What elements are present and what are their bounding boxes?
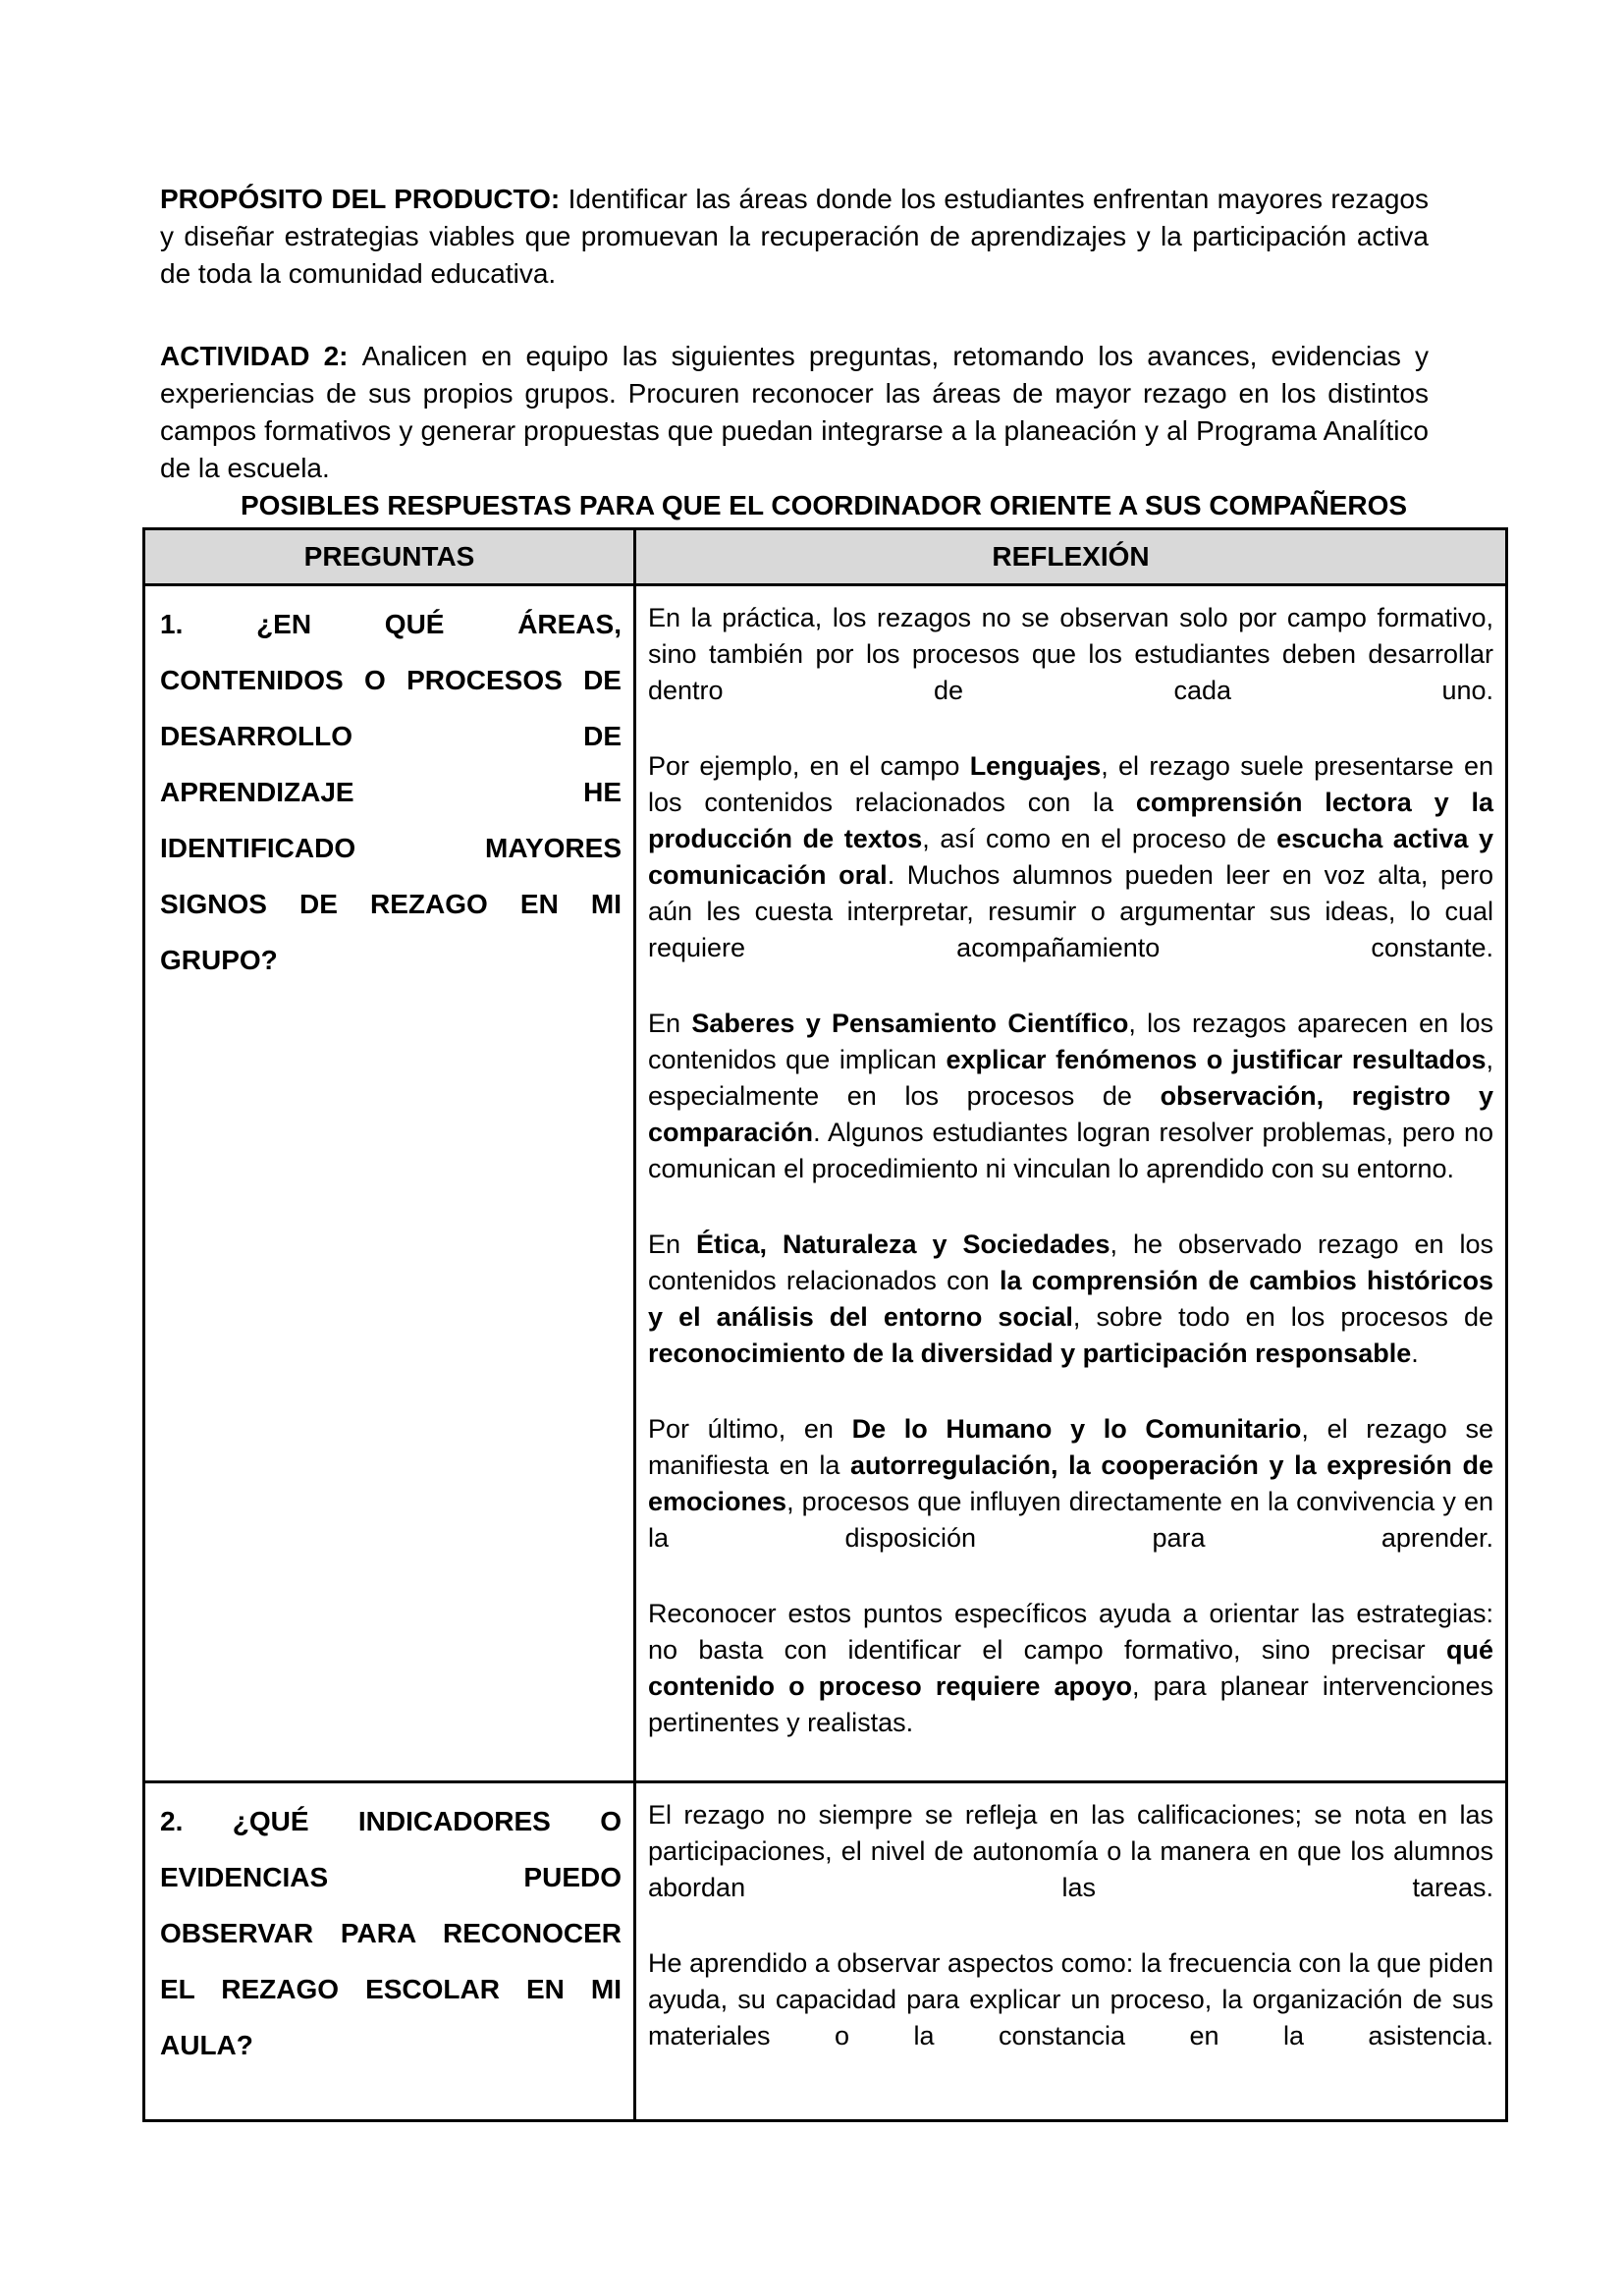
- column-header-reflexion: REFLEXIÓN: [635, 529, 1507, 585]
- column-header-preguntas: PREGUNTAS: [144, 529, 635, 585]
- question-line: IDENTIFICADO MAYORES: [160, 833, 622, 863]
- question-cell-2: [144, 1782, 635, 2121]
- paragraph: En Ética, Naturaleza y Sociedades, he observado rezago en los contenidos relacionados con la comprensión de cambios históricos y el análisis del entorno social, sobre todo en los procesos de reconocimiento de la diversidad y participación responsable.: [648, 1230, 1493, 1368]
- paragraph: En Saberes y Pensamiento Científico, los rezagos aparecen en los contenidos que implican explicar fenómenos o justificar resultados, especialmente en los procesos de observación, registro y comparación. Algunos estudiantes logran resolver problemas, pero no comunican el procedimiento ni vinculan lo aprendido con su entorno.: [648, 1009, 1493, 1183]
- question-line: 1. ¿EN QUÉ ÁREAS,: [160, 609, 622, 639]
- question-line: CONTENIDOS O PROCESOS DE: [160, 665, 622, 695]
- table-title: POSIBLES RESPUESTAS PARA QUE EL COORDINADOR ORIENTE A SUS COMPAÑEROS: [240, 490, 1408, 520]
- question-line: OBSERVAR PARA RECONOCER: [160, 1918, 622, 1948]
- question-cell-1: [144, 585, 635, 1782]
- preguntas-reflexion-table: [142, 527, 1508, 2122]
- paragraph: En la práctica, los rezagos no se observan solo por campo formativo, sino también por los procesos que los estudiantes deben desarrollar dentro de cada uno.: [648, 603, 1493, 705]
- paragraph: PROPÓSITO DEL PRODUCTO: Identificar las áreas donde los estudiantes enfrentan mayores rezagos y diseñar estrategias viables que promuevan la recuperación de aprendizajes y la participación activa de toda la comunidad educativa.: [160, 184, 1429, 289]
- paragraph: Reconocer estos puntos específicos ayuda a orientar las estrategias: no basta con identificar el campo formativo, sino precisar qué contenido o proceso requiere apoyo, para planear intervenciones pertinentes y realistas.: [648, 1599, 1493, 1737]
- question-line: EL REZAGO ESCOLAR EN MI: [160, 1974, 622, 2004]
- intro-section: [160, 181, 1429, 487]
- question-line: AULA?: [160, 2030, 253, 2060]
- paragraph: ACTIVIDAD 2: Analicen en equipo las siguientes preguntas, retomando los avances, evidencias y experiencias de sus propios grupos. Procuren reconocer las áreas de mayor rezago en los distintos campos formativos y generar propuestas que puedan integrarse a la planeación y al Programa Analítico de la escuela.: [160, 341, 1429, 483]
- question-line: DESARROLLO DE: [160, 721, 622, 751]
- paragraph: Por ejemplo, en el campo Lenguajes, el rezago suele presentarse en los contenidos relacionados con la comprensión lectora y la producción de textos, así como en el proceso de escucha activa y comunicación oral. Muchos alumnos pueden leer en voz alta, pero aún les cuesta interpretar, resumir o argumentar sus ideas, lo cual requiere acompañamiento constante.: [648, 751, 1493, 962]
- paragraph: He aprendido a observar aspectos como: la frecuencia con la que piden ayuda, su capacidad para explicar un proceso, la organización de sus materiales o la constancia en la asistencia.: [648, 1948, 1493, 2050]
- question-line: EVIDENCIAS PUEDO: [160, 1862, 622, 1892]
- paragraph: Por último, en De lo Humano y lo Comunitario, el rezago se manifiesta en la autorregulación, la cooperación y la expresión de emociones, procesos que influyen directamente en la convivencia y en la disposición para aprender.: [648, 1414, 1494, 1553]
- reflection-cell-1: [635, 585, 1507, 1782]
- question-line: GRUPO?: [160, 945, 278, 975]
- paragraph: El rezago no siempre se refleja en las calificaciones; se nota en las participaciones, el nivel de autonomía o la manera en que los alumnos abordan las tareas.: [648, 1800, 1493, 1902]
- reflection-cell-2: [635, 1782, 1507, 2121]
- question-line: 2. ¿QUÉ INDICADORES O: [160, 1806, 622, 1836]
- question-line: SIGNOS DE REZAGO EN MI: [160, 889, 622, 919]
- question-line: APRENDIZAJE HE: [160, 777, 622, 807]
- table-row: [144, 1782, 1507, 2121]
- table-header-row: [144, 529, 1507, 585]
- table-row: [144, 585, 1507, 1782]
